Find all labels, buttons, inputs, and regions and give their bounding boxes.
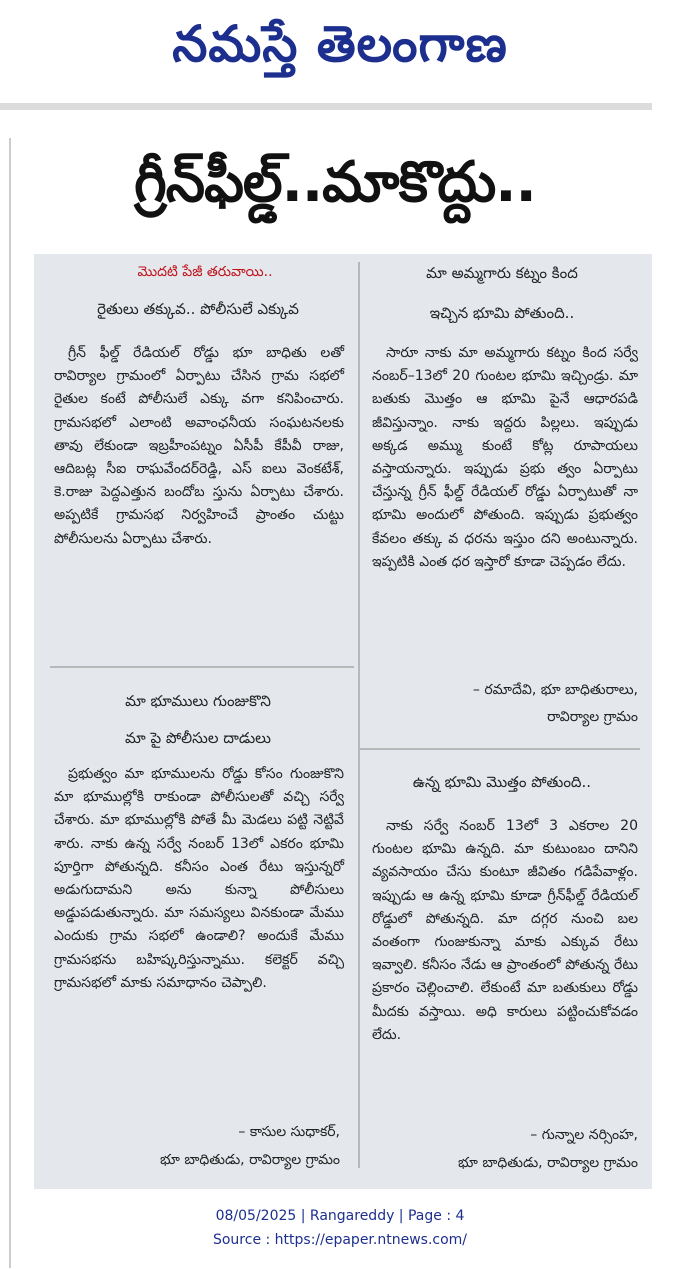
right-section-divider bbox=[360, 748, 640, 750]
left-margin-rule bbox=[9, 138, 11, 1268]
continuation-kicker: మొదటి పేజీ తరువాయి.. bbox=[137, 264, 273, 280]
left-subhead-2b: మా పై పోలీసుల దాడులు bbox=[125, 729, 271, 747]
left-signature-name: – కాసుల సుధాకర్, bbox=[238, 1124, 340, 1140]
right-paragraph-1: సారూ నాకు మా అమ్మగారు కట్నం కింద సర్వే నంబర్–13లో 20 గుంటల భూమి ఇచ్చిండ్రు. మా బతుకు మొత్తం ఆ భూమి పైనే ఆధారపడి జీవిస్తున్నాం. నాకు ఇద్దరు పిల్లలు. ఇప్పుడు అక్కడ అమ్ము కుంటే కోట్ల రూపాయలు వస్తాయన్నారు. ఇప్పుడు ప్రభు త్వం ఏర్పాటు చేస్తున్న గ్రీన్ ఫీల్డ్ రేడియల్ రోడ్డు ఏర్పాటుతో నా భూమి అందులో పోతుంది. ఇప్పుడు ప్రభుత్వం కేవలం తక్కు వ ధరను ఇస్తుం దని అంటున్నారు. ఇప్పటికి ఎంత ధర ఇస్తారో కూడా చెప్పడం లేదు. bbox=[372, 345, 638, 570]
article-headline: గ్రీన్‌ఫీల్డ్‌..మాకొద్దు.. bbox=[134, 150, 536, 215]
right-signature-2-detail: భూ బాధితుడు, రావిర్యాల గ్రామం bbox=[458, 1155, 638, 1171]
right-subhead-1a: మా అమ్మగారు కట్నం కింద bbox=[426, 264, 578, 282]
left-subhead-2a: మా భూములు గుంజుకొని bbox=[125, 692, 271, 710]
left-paragraph-1: గ్రీన్ ఫీల్డ్ రేడియల్ రోడ్డు భూ బాధితు లతో రావిర్యాల గ్రామంలో ఏర్పాటు చేసిన గ్రామ సభలో రైతుల కంటే పోలీసులే ఎక్కు వగా కనిపించారు. గ్రామసభలో ఎలాంటి అవాంఛనీయ సంఘటనలకు తావు లేకుండా ఇబ్రహీంపట్నం ఏసీపీ కేపీవీ రాజు, ఆదిబట్ల సీఐ రాఘవేందర్‌రెడ్డి, ఎస్ ఐలు వెంకటేశ్, కె.రాజు పెద్దఎత్తున బందోబ స్తును ఏర్పాటు చేశారు. అప్పటికే గ్రామసభ నిర్వహించే ప్రాంతం చుట్టు పోలీసులను ఏర్పాటు చేశారు. bbox=[54, 345, 344, 547]
footer-source-link[interactable]: Source : https://epaper.ntnews.com/ bbox=[212, 1232, 468, 1248]
right-signature-1-name: – రమాదేవి, భూ బాధితురాలు, bbox=[472, 682, 638, 698]
right-subhead-2: ఉన్న భూమి మొత్తం పోతుంది.. bbox=[412, 773, 592, 791]
left-signature-detail: భూ బాధితుడు, రావిర్యాల గ్రామం bbox=[160, 1152, 340, 1168]
masthead-divider bbox=[0, 103, 652, 110]
footer-edition-info: 08/05/2025 | Rangareddy | Page : 4 bbox=[215, 1208, 465, 1224]
right-signature-1-detail: రావిర్యాల గ్రామం bbox=[547, 709, 638, 725]
newspaper-logo: నమస్తే తెలంగాణ bbox=[172, 14, 508, 73]
left-section-divider bbox=[50, 666, 354, 668]
right-signature-2-name: – గున్నాల నర్సింహ, bbox=[530, 1127, 638, 1143]
right-paragraph-2: నాకు సర్వే నంబర్ 13లో 3 ఎకరాల 20 గుంటల భూమి ఉన్నది. మా కుటుంబం దానిని వ్యవసాయం చేసు కుంటూ జీవితం గడిపేవాళ్లం. ఇప్పుడు ఆ ఉన్న భూమి కూడా గ్రీన్‌ఫీల్డ్ రేడియల్ రోడ్డులో పోతున్నది. మా దగ్గర నుంచి బల వంతంగా గుంజుకున్నా మాకు ఎక్కువ రేటు ఇవ్వాలి. కనీసం నేడు ఆ ప్రాంతంలో పోతున్న రేటు ప్రకారం చెల్లించాలి. లేకుంటే మా బతుకులు రోడ్డు మీదకు వస్తాయి. అధి కారులు పట్టించుకోవడం లేదు. bbox=[372, 818, 638, 1043]
right-subhead-1b: ఇచ్చిన భూమి పోతుంది.. bbox=[429, 304, 575, 322]
masthead bbox=[0, 0, 680, 100]
left-subhead-1: రైతులు తక్కువ.. పోలీసులే ఎక్కువ bbox=[97, 300, 299, 318]
column-divider bbox=[358, 262, 360, 1168]
left-paragraph-2: ప్రభుత్వం మా భూములను రోడ్డు కోసం గుంజుకొని మా భూముల్లోకి రాకుండా పోలీసులతో వచ్చి సర్వే చేశారు. మా భూముల్లోకి పోతే మీ మెడలు పట్టి నెట్టివే శారు. నాకు ఉన్న సర్వే నంబర్ 13లో ఎకరం భూమి పూర్తిగా పోతున్నది. కనీసం ఎంత రేటు ఇస్తున్నరో అడుగుదామని అను కున్నా పోలీసులు అడ్డుపడుతున్నారు. మా సమస్యలు వినకుండా మేము ఎందుకు గ్రామ సభలో ఉండాలి? అందుకే మేము గ్రామసభను బహిష్కరిస్తున్నాము. కలెక్టర్ వచ్చి గ్రామసభలో మాకు సమాధానం చెప్పాలి. bbox=[54, 766, 344, 991]
